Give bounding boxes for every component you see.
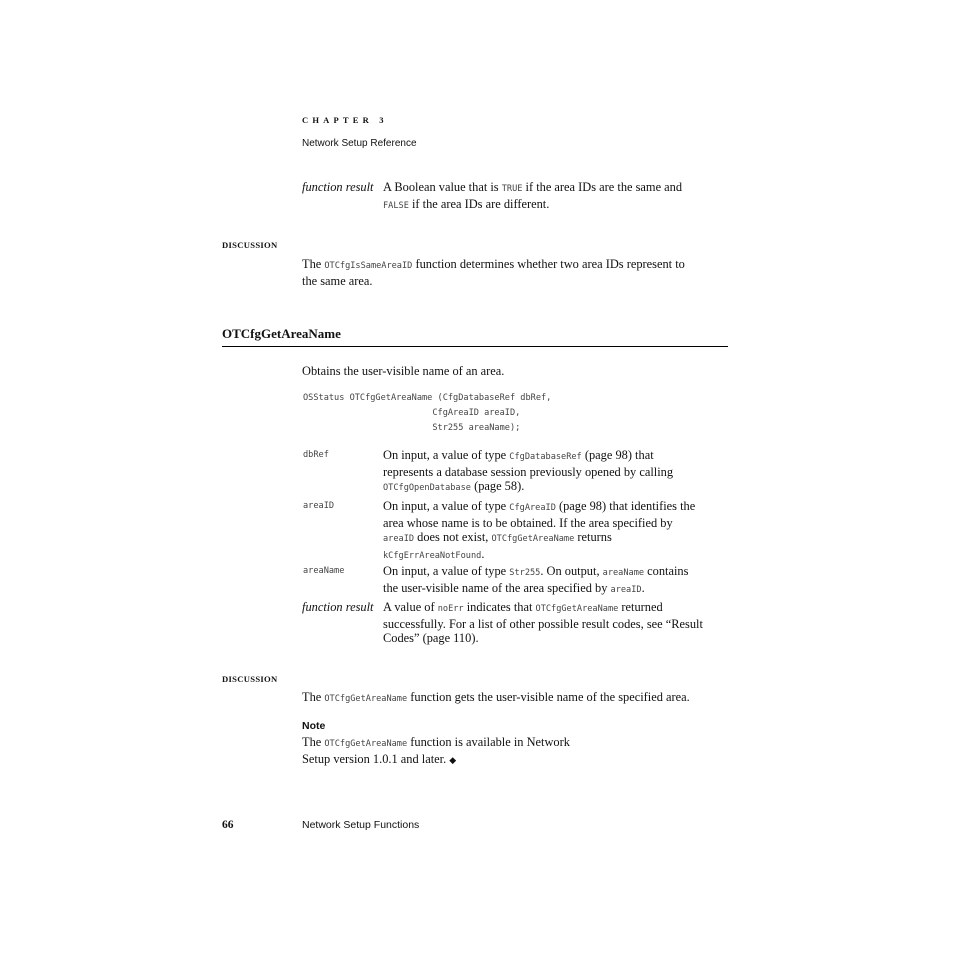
result-line-1: A Boolean value that is TRUE if the area IDs are the same and [383, 180, 683, 194]
param-name-dbref: dbRef [303, 450, 329, 460]
param-name-areaid: areaID [303, 501, 335, 511]
discussion-text-2: The OTCfgGetAreaName function gets the user-visible name of the specified area. [302, 690, 690, 704]
result-label: function result [302, 180, 374, 194]
param-name-areaname: areaName [303, 566, 345, 576]
footer-section-title: Network Setup Functions [302, 819, 420, 831]
running-header: Network Setup Reference [302, 138, 417, 149]
discussion-text: The OTCfgIsSameAreaID function determines whether two area IDs represent to the same area. [302, 257, 685, 288]
function-result-label: function result [302, 600, 374, 614]
param-desc-areaname: On input, a value of type Str255. On output, areaName contains the user-visible name of the area specified by areaID. [383, 564, 689, 595]
result-description [383, 180, 728, 213]
chapter-label: CHAPTER 3 [302, 115, 388, 125]
diamond-icon: ◆ [449, 754, 457, 765]
function-result-desc: A value of noErr indicates that OTCfgGetAreaName returned successfully. For a list of other possible result codes, see “Result Codes” (page 110). [383, 600, 703, 646]
note-title: Note [302, 720, 326, 732]
param-desc-dbref: On input, a value of type CfgDatabaseRef (page 98) that represents a database session previously opened by calling OTCfgOpenDatabase (page 58). [383, 448, 674, 494]
discussion-heading-2: DISCUSSION [222, 674, 278, 684]
function-heading: OTCfgGetAreaName [222, 326, 341, 341]
heading-rule [222, 346, 728, 347]
note-text: The OTCfgGetAreaName function is available in Network Setup version 1.0.1 and later. ◆ [302, 735, 570, 766]
function-prototype: OSStatus OTCfgGetAreaName (CfgDatabaseRef dbRef, CfgAreaID areaID, Str255 areaName); [303, 393, 552, 433]
page-number: 66 [222, 819, 234, 831]
function-summary: Obtains the user-visible name of an area. [302, 364, 505, 378]
param-desc-areaid: On input, a value of type CfgAreaID (page 98) that identifies the area whose name is to be obtained. If the area specified by areaID does not exist, OTCfgGetAreaName returns kCfgErrAreaNotFound. [383, 499, 696, 561]
discussion-heading: DISCUSSION [222, 240, 278, 250]
result-line-2: FALSE if the area IDs are different. [383, 196, 550, 211]
